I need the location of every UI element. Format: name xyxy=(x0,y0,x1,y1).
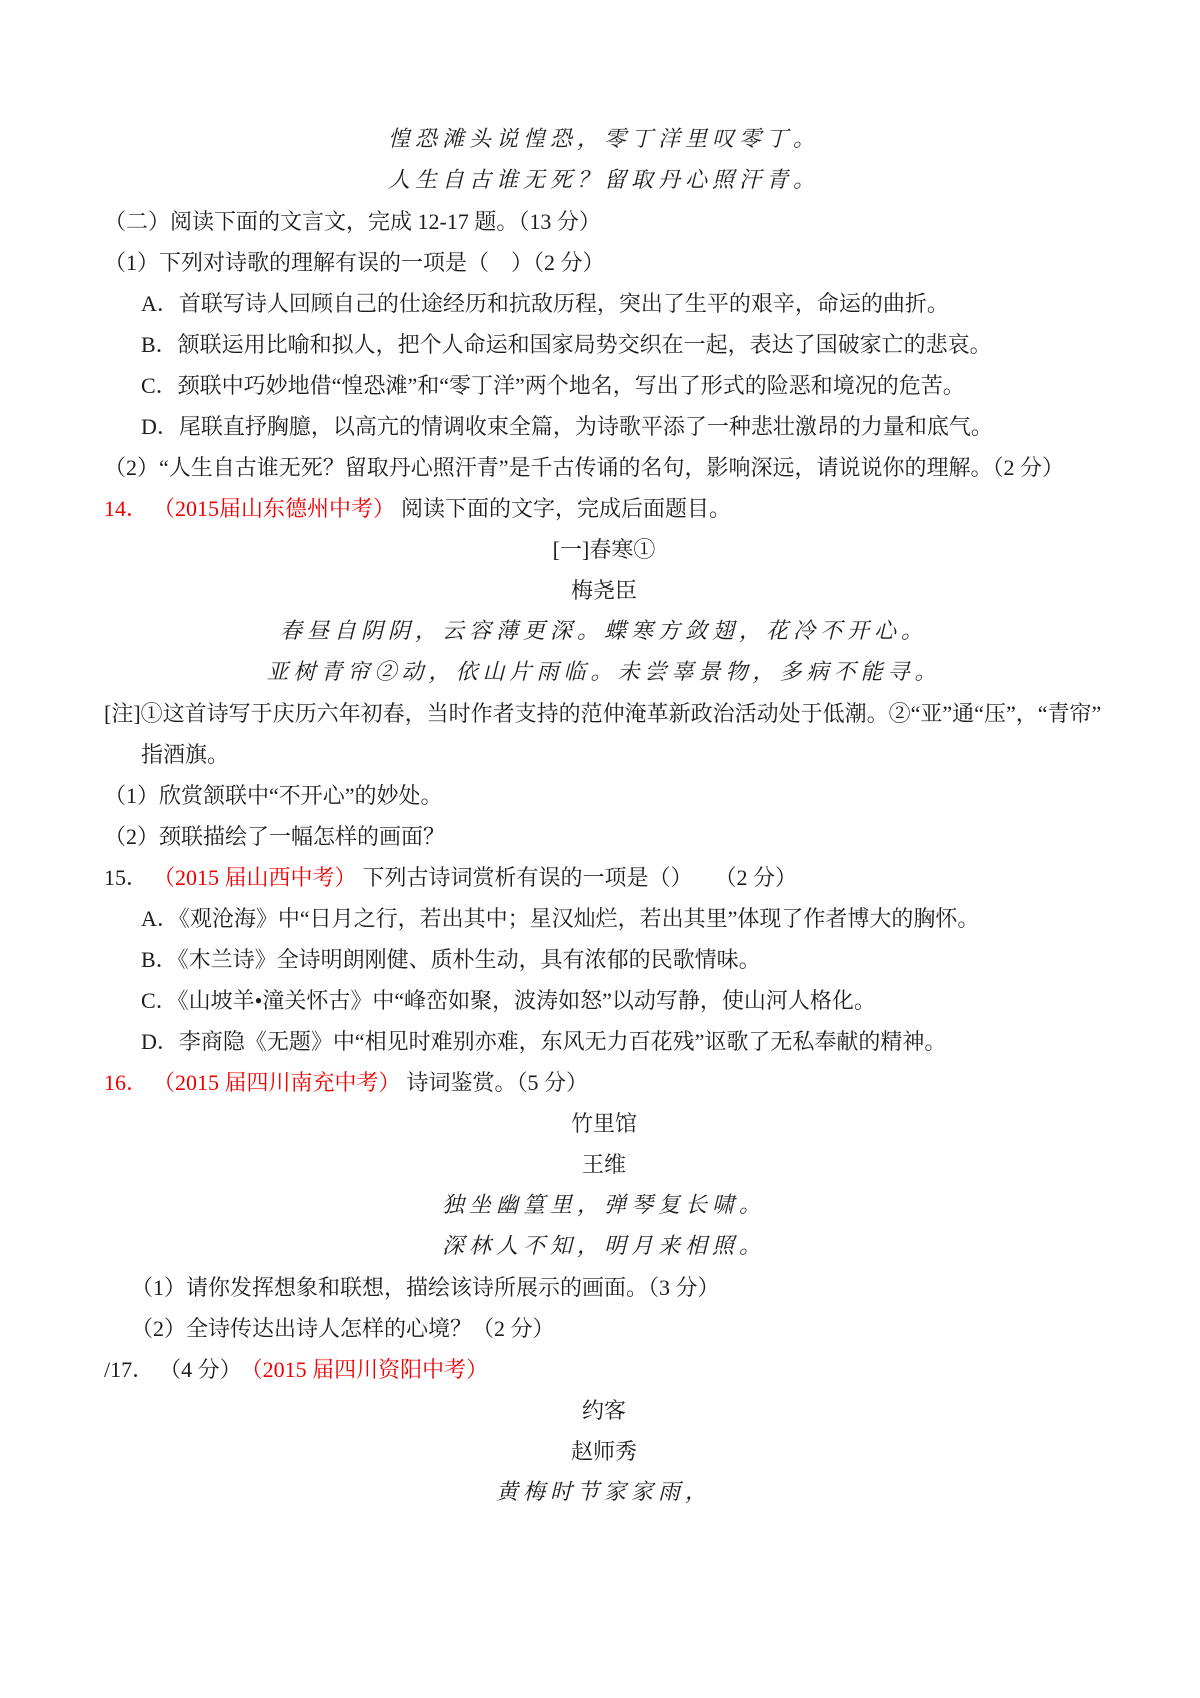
q17-poem-author: 赵师秀 xyxy=(570,1439,637,1464)
q16-heading xyxy=(104,1069,1104,1096)
q14-number: 14． xyxy=(104,496,149,521)
q14-note-line-1: [注]①这首诗写于庆历六年初春，当时作者支持的范仲淹革新政治活动处于低潮。②“亚”通“压”，“青帘” xyxy=(104,701,1102,726)
q14-source: （2015届山东德州中考） xyxy=(164,496,396,521)
q16-source: （2015 届四川南充中考） xyxy=(164,1070,401,1095)
q15-number: 15． xyxy=(104,865,149,890)
q16-number: 16． xyxy=(104,1070,149,1095)
q1-stem: （1）下列对诗歌的理解有误的一项是（ ）（2 分） xyxy=(104,250,605,275)
q14-note-line-2: 指酒旗。 xyxy=(141,742,230,767)
q14-sub-1: （1）欣赏颔联中“不开心”的妙处。 xyxy=(104,783,443,808)
q15-option-b: B．《木兰诗》全诗明朗刚健、质朴生动，具有浓郁的民歌情味。 xyxy=(141,947,761,972)
q1-option-d: D．尾联直抒胸臆，以高亢的情调收束全篇，为诗歌平添了一种悲壮激昂的力量和底气。 xyxy=(141,414,993,439)
q16-sub-2: （2）全诗传达出诗人怎样的心境？（2 分） xyxy=(131,1316,555,1341)
q15-stem: 下列古诗词赏析有误的一项是（） （2 分） xyxy=(362,865,798,890)
q15-option-a: A．《观沧海》中“日月之行，若出其中；星汉灿烂，若出其里”体现了作者博大的胸怀。 xyxy=(141,906,980,931)
q16-poem-line-2: 深林人不知，明月来相照。 xyxy=(441,1234,766,1259)
q2-stem: （2）“人生自古谁无死？留取丹心照汗青”是千古传诵的名句，影响深远，请说说你的理解。（2 分） xyxy=(104,455,1065,480)
q17-heading xyxy=(104,1356,1104,1383)
q1-option-c: C．颈联中巧妙地借“惶恐滩”和“零丁洋”两个地名，写出了形式的险恶和境况的危苦。 xyxy=(141,373,965,398)
q16-poem-line-1: 独坐幽篁里，弹琴复长啸。 xyxy=(441,1193,766,1218)
q17-score: （4 分） xyxy=(170,1357,242,1382)
q14-heading xyxy=(104,495,1104,522)
q15-heading xyxy=(104,864,1104,891)
q14-stem: 阅读下面的文字，完成后面题目。 xyxy=(401,496,732,521)
q1-option-b: B．颔联运用比喻和拟人，把个人命运和国家局势交织在一起，表达了国破家亡的悲哀。 xyxy=(141,332,992,357)
q1-option-a: A．首联写诗人回顾自己的仕途经历和抗敌历程，突出了生平的艰辛，命运的曲折。 xyxy=(141,291,949,316)
q16-poem-author: 王维 xyxy=(581,1152,626,1177)
q16-stem: 诗词鉴赏。（5 分） xyxy=(406,1070,589,1095)
q15-source: （2015 届山西中考） xyxy=(164,865,357,890)
q14-sub-2: （2）颈联描绘了一幅怎样的画面？ xyxy=(104,824,446,849)
q17-poem-line-1: 黄梅时节家家雨， xyxy=(495,1480,712,1505)
q14-poem-author: 梅尧臣 xyxy=(570,578,637,603)
intro-poem-line-1: 惶恐滩头说惶恐，零丁洋里叹零丁。 xyxy=(387,127,820,152)
q16-sub-1: （1）请你发挥想象和联想，描绘该诗所展示的画面。（3 分） xyxy=(131,1275,720,1300)
q14-poem-line-2: 亚树青帘②动，依山片雨临。未尝辜景物，多病不能寻。 xyxy=(266,660,942,685)
q17-poem-title: 约客 xyxy=(581,1398,626,1423)
intro-poem-line-2: 人生自古谁无死？留取丹心照汗青。 xyxy=(387,168,820,193)
q15-option-d: D．李商隐《无题》中“相见时难别亦难，东风无力百花残”讴歌了无私奉献的精神。 xyxy=(141,1029,947,1054)
section-2-header: （二）阅读下面的文言文，完成 12-17 题。（13 分） xyxy=(104,209,601,234)
q15-option-c: C．《山坡羊•潼关怀古》中“峰峦如聚，波涛如怒”以动写静，使山河人格化。 xyxy=(141,988,876,1013)
q16-poem-title: 竹里馆 xyxy=(570,1111,637,1136)
q17-source: （2015 届四川资阳中考） xyxy=(251,1357,489,1382)
q17-number: /17． xyxy=(104,1357,155,1382)
q14-poem-title: [一]春寒① xyxy=(552,537,656,562)
q14-poem-line-1: 春昼自阴阴，云容薄更深。蝶寒方敛翅，花冷不开心。 xyxy=(279,619,928,644)
